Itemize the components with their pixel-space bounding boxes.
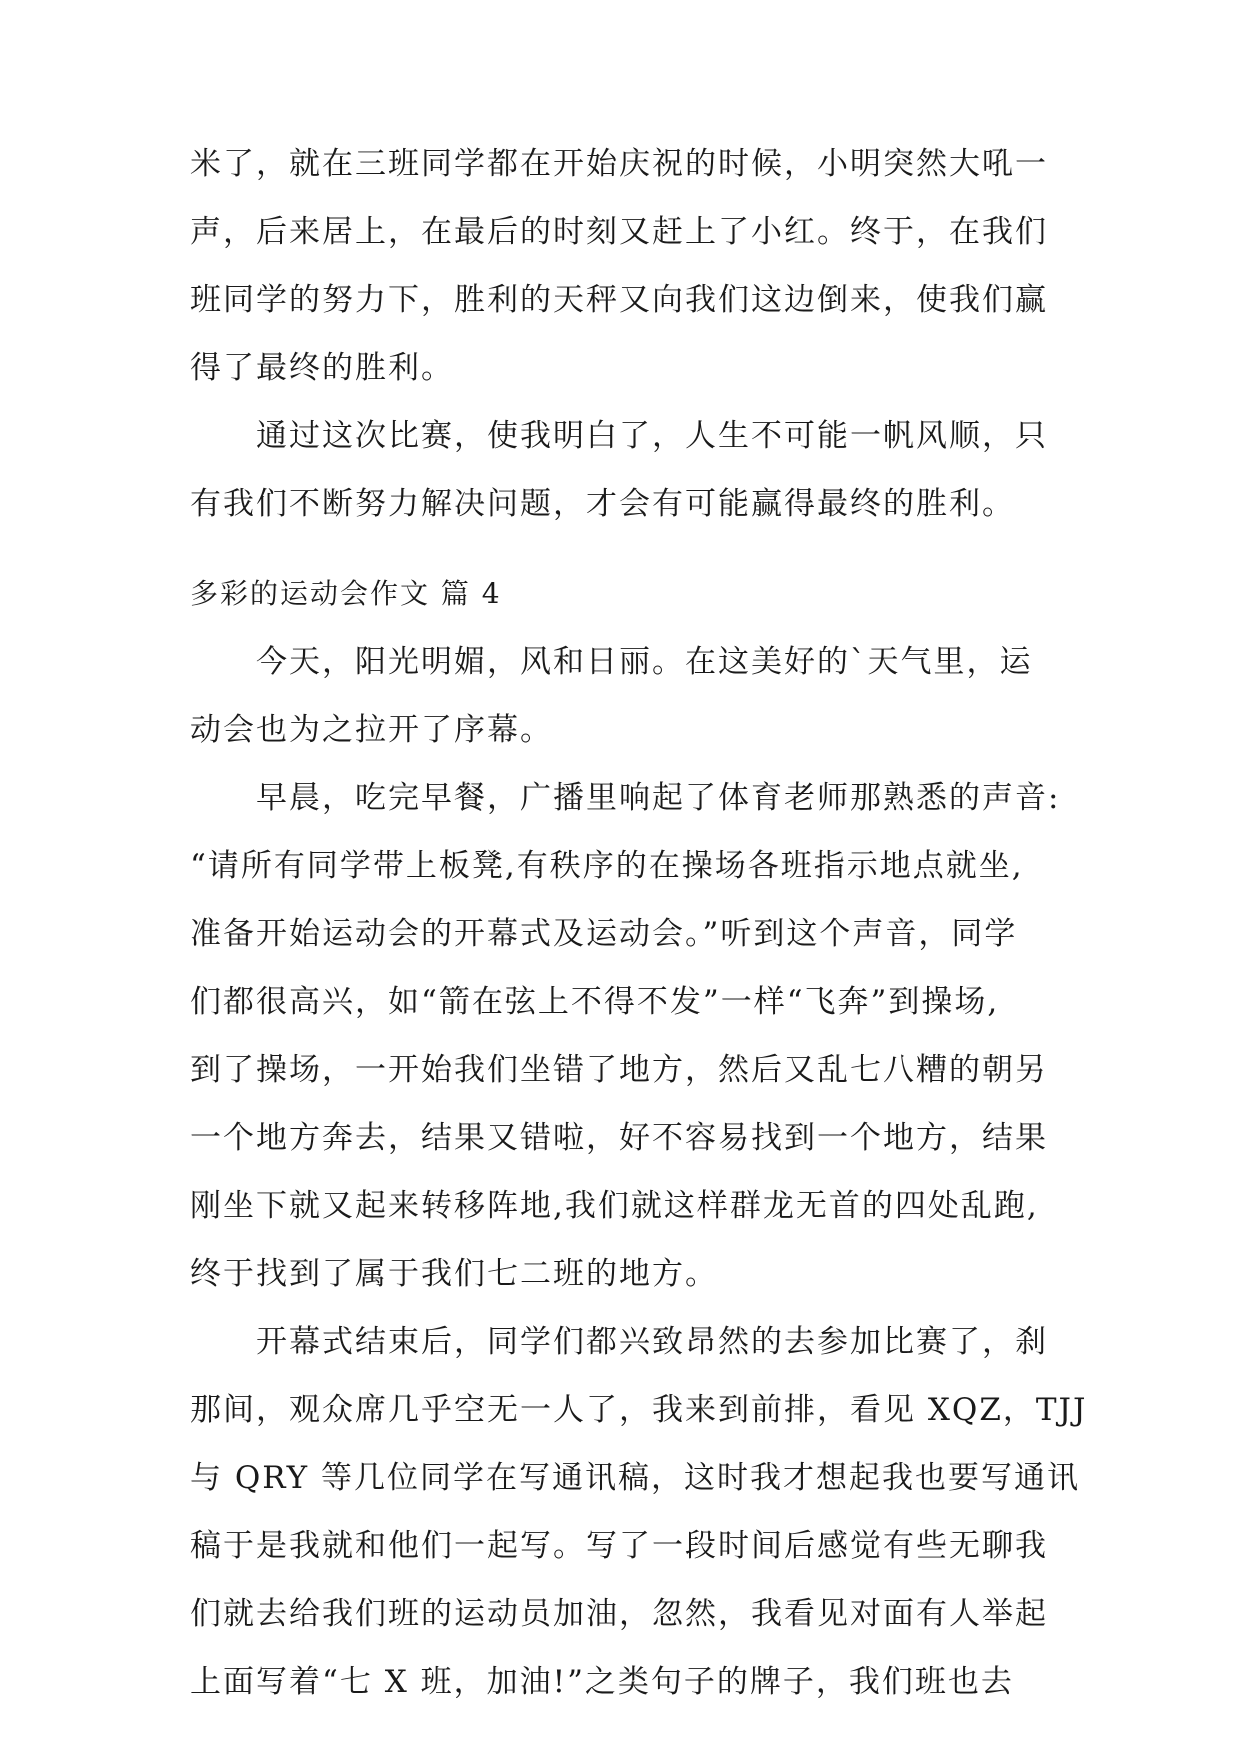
text-line: 那间，观众席几乎空无一人了，我来到前排，看见 XQZ，TJJ <box>190 1392 1088 1428</box>
text-line: 班同学的努力下，胜利的天秤又向我们这边倒来，使我们赢 <box>190 282 1048 318</box>
text-line: 早晨，吃完早餐，广播里响起了体育老师那熟悉的声音: <box>190 780 1061 816</box>
text-line: 刚坐下就又起来转移阵地,我们就这样群龙无首的四处乱跑, <box>190 1188 1039 1224</box>
text-line: 上面写着“七 X 班，加油!”之类句子的牌子，我们班也去 <box>190 1664 1014 1700</box>
section-heading: 多彩的运动会作文 篇 4 <box>190 577 502 610</box>
text-line: 终于找到了属于我们七二班的地方。 <box>190 1256 718 1292</box>
text-block-1 <box>190 130 1060 538</box>
text-line: 稿于是我就和他们一起写。写了一段时间后感觉有些无聊我 <box>190 1528 1048 1564</box>
text-line: 动会也为之拉开了序幕。 <box>190 712 553 748</box>
text-line: 一个地方奔去，结果又错啦，好不容易找到一个地方，结果 <box>190 1120 1048 1156</box>
text-line: 通过这次比赛，使我明白了，人生不可能一帆风顺，只 <box>190 418 1048 454</box>
text-line: 有我们不断努力解决问题，才会有可能赢得最终的胜利。 <box>190 486 1015 522</box>
text-line: 米了，就在三班同学都在开始庆祝的时候，小明突然大吼一 <box>190 146 1048 182</box>
text-line: 们都很高兴，如“箭在弦上不得不发”一样“飞奔”到操场, <box>190 984 1000 1020</box>
text-line: 到了操场，一开始我们坐错了地方，然后又乱七八糟的朝另 <box>190 1052 1048 1088</box>
text-block-2 <box>190 628 1088 1716</box>
text-line: “请所有同学带上板凳,有秩序的在操场各班指示地点就坐, <box>190 848 1024 884</box>
text-line: 们就去给我们班的运动员加油，忽然，我看见对面有人举起 <box>190 1596 1048 1632</box>
text-line: 与 QRY 等几位同学在写通讯稿，这时我才想起我也要写通讯 <box>190 1460 1080 1496</box>
text-line: 得了最终的胜利。 <box>190 350 454 386</box>
text-line: 开幕式结束后，同学们都兴致昂然的去参加比赛了，刹 <box>190 1324 1048 1360</box>
text-line: 声，后来居上，在最后的时刻又赶上了小红。终于，在我们 <box>190 214 1048 250</box>
text-line: 今天，阳光明媚，风和日丽。在这美好的`天气里，运 <box>190 644 1033 680</box>
text-line: 准备开始运动会的开幕式及运动会。”听到这个声音，同学 <box>190 916 1018 952</box>
